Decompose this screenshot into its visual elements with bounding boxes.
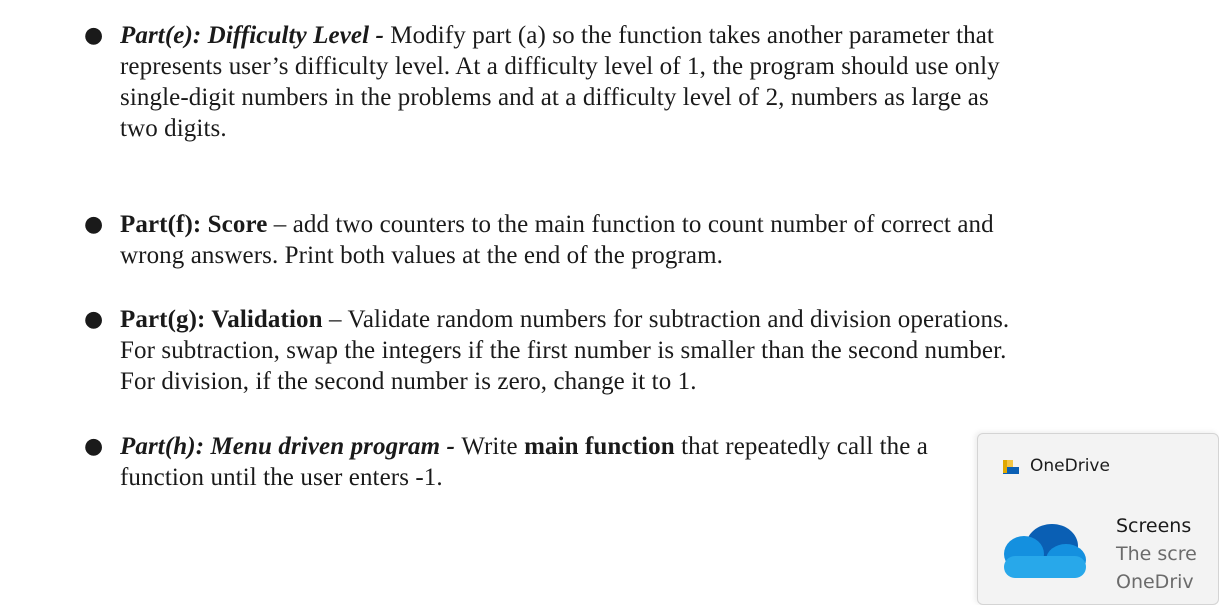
emphasis-text: Part(f): Score [120,211,268,238]
body-text: wrong answers. Print both values at the end of the program. [120,242,723,269]
text-line [120,240,1100,271]
text-line [120,20,1100,51]
emphasis-text: main function [524,433,675,460]
body-text: Write [461,433,525,460]
body-text: Modify part (a) so the function takes another parameter that [390,22,994,49]
emphasis-text: Part(g): Validation [120,306,323,333]
emphasis-text: Part(e): Difficulty Level - [120,22,391,49]
text-line [120,209,1100,240]
text-line [120,366,1100,397]
notification-body-line-2: OneDriv [1116,571,1194,593]
bullet-icon: ● [84,307,104,332]
text-line [120,304,1100,335]
text-line [120,431,1100,462]
body-text: two digits. [120,115,227,142]
body-text: – add two counters to the main function to count number of correct and [267,211,994,238]
body-text: For division, if the second number is zero, change it to 1. [120,368,697,395]
text-line [120,462,1100,493]
body-text: represents user’s difficulty level. At a difficulty level of 1, the program should use only [120,53,1000,80]
list-item-part-g [84,304,1100,397]
text-line [120,82,1100,113]
onedrive-notification[interactable] [977,433,1219,605]
bullet-icon: ● [84,434,104,459]
text-line [120,51,1100,82]
notification-header [1002,456,1110,476]
body-text: function until the user enters -1. [120,464,443,491]
body-text: For subtraction, swap the integers if the first number is smaller than the second number. [120,337,1007,364]
notification-app-name: OneDrive [1030,456,1110,476]
body-text: that repeatedly call the a [674,433,928,460]
notification-text [1116,512,1197,596]
list-item-part-e [84,20,1100,144]
text-line [120,335,1100,366]
body-text: single-digit numbers in the problems and at a difficulty level of 2, numbers as large as [120,84,989,111]
onedrive-cloud-icon [1000,522,1090,584]
notification-body-line-1: The scre [1116,543,1197,565]
bullet-icon: ● [84,23,104,48]
list-item-part-f [84,209,1100,271]
list-item-part-h [84,431,1100,493]
notification-title: Screens [1116,515,1192,537]
onedrive-folder-icon [1002,457,1020,475]
text-line [120,113,1100,144]
bullet-icon: ● [84,212,104,237]
emphasis-text: Part(h): Menu driven program - [120,433,462,460]
body-text: – Validate random numbers for subtraction and division operations. [322,306,1010,333]
